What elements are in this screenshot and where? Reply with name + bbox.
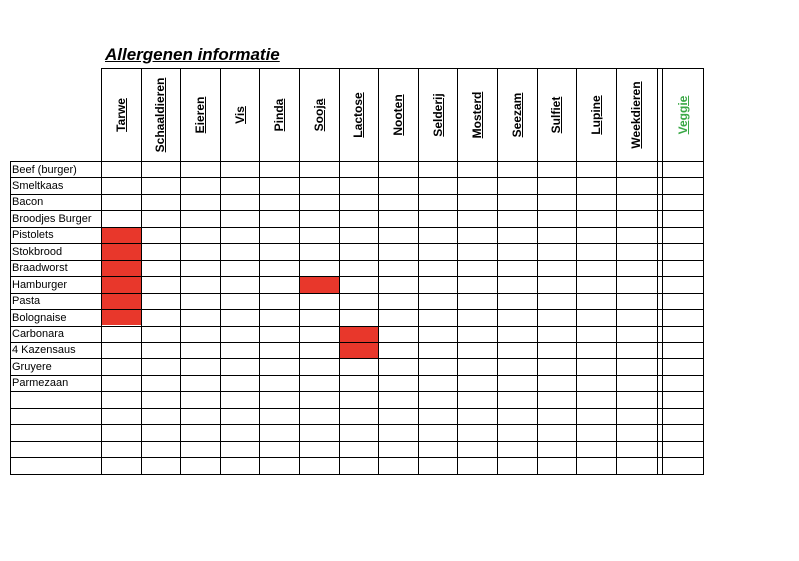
grid-line xyxy=(299,68,300,475)
row-label: Smeltkaas xyxy=(12,179,64,192)
grid-line xyxy=(10,326,704,327)
allergen-mark xyxy=(101,260,141,276)
row-label: Carbonara xyxy=(12,328,64,340)
grid-line xyxy=(220,68,221,475)
column-header-weekdieren: Weekdieren xyxy=(628,80,643,149)
grid-line xyxy=(10,342,704,343)
row-label: Pistolets xyxy=(12,229,54,242)
grid-line xyxy=(101,68,102,475)
column-header-lactose: Lactose xyxy=(351,91,366,138)
grid-line xyxy=(10,276,704,277)
grid-line xyxy=(378,68,379,475)
column-header-eieren: Eieren xyxy=(193,96,207,133)
grid-line xyxy=(657,68,658,475)
grid-line xyxy=(10,260,704,261)
page-title: Allergenen informatie xyxy=(105,45,280,64)
grid-line xyxy=(703,68,704,475)
grid-line xyxy=(662,68,663,475)
row-label: Gruyere xyxy=(12,360,52,373)
grid-line xyxy=(537,68,538,475)
grid-line xyxy=(10,161,11,474)
column-header-pinda: Pinda xyxy=(272,98,287,131)
column-header-nooten: Nooten xyxy=(391,93,405,136)
allergen-mark xyxy=(299,276,339,292)
grid-line xyxy=(576,68,577,475)
grid-line xyxy=(10,293,704,294)
grid-line xyxy=(141,68,142,475)
row-label: Braadworst xyxy=(12,262,68,275)
column-header-mosterd: Mosterd xyxy=(470,91,485,138)
allergen-mark xyxy=(339,342,379,358)
allergen-mark xyxy=(101,243,141,259)
row-label: Hamburger xyxy=(12,278,68,291)
grid-line xyxy=(10,474,704,475)
grid-line xyxy=(616,68,617,475)
column-header-sooja: Sooja xyxy=(311,98,326,131)
grid-line xyxy=(10,391,704,392)
column-header-veggie: Veggie xyxy=(675,95,690,134)
row-label: Bolognaise xyxy=(12,311,67,324)
column-header-sulfiet: Sulfiet xyxy=(549,96,564,133)
column-header-vis: Vis xyxy=(232,105,247,124)
row-label: Parmezaan xyxy=(12,377,69,390)
grid-line xyxy=(497,68,498,475)
grid-line xyxy=(10,441,704,442)
column-header-tarwe: Tarwe xyxy=(113,97,128,132)
allergen-mark xyxy=(101,293,141,309)
grid-line xyxy=(180,68,181,475)
allergen-table xyxy=(10,68,703,477)
allergen-mark xyxy=(101,309,141,325)
column-header-selderij: Selderij xyxy=(430,92,445,137)
grid-line xyxy=(10,358,704,359)
grid-line xyxy=(418,68,419,475)
grid-line xyxy=(10,194,704,195)
grid-line xyxy=(10,210,704,211)
column-header-lupine: Lupine xyxy=(589,94,603,135)
row-label: Beef (burger) xyxy=(12,163,77,176)
column-header-schaaldieren: Schaaldieren xyxy=(153,77,168,152)
grid-line xyxy=(259,68,260,475)
allergen-mark xyxy=(339,326,379,342)
row-label: Bacon xyxy=(12,196,44,209)
allergen-mark xyxy=(101,227,141,243)
grid-line xyxy=(10,457,704,458)
column-header-seezam: Seezam xyxy=(509,92,524,137)
allergen-mark xyxy=(101,276,141,292)
row-label: Stokbrood xyxy=(12,245,63,258)
grid-line xyxy=(10,424,704,425)
grid-line xyxy=(339,68,340,475)
grid-line xyxy=(10,408,704,409)
row-label: Broodjes Burger xyxy=(12,212,92,225)
row-label: Pasta xyxy=(12,295,41,308)
grid-line xyxy=(457,68,458,475)
grid-line xyxy=(10,309,704,310)
grid-line xyxy=(10,375,704,376)
grid-line xyxy=(10,243,704,244)
row-label: 4 Kazensaus xyxy=(12,344,76,357)
grid-line xyxy=(10,227,704,228)
